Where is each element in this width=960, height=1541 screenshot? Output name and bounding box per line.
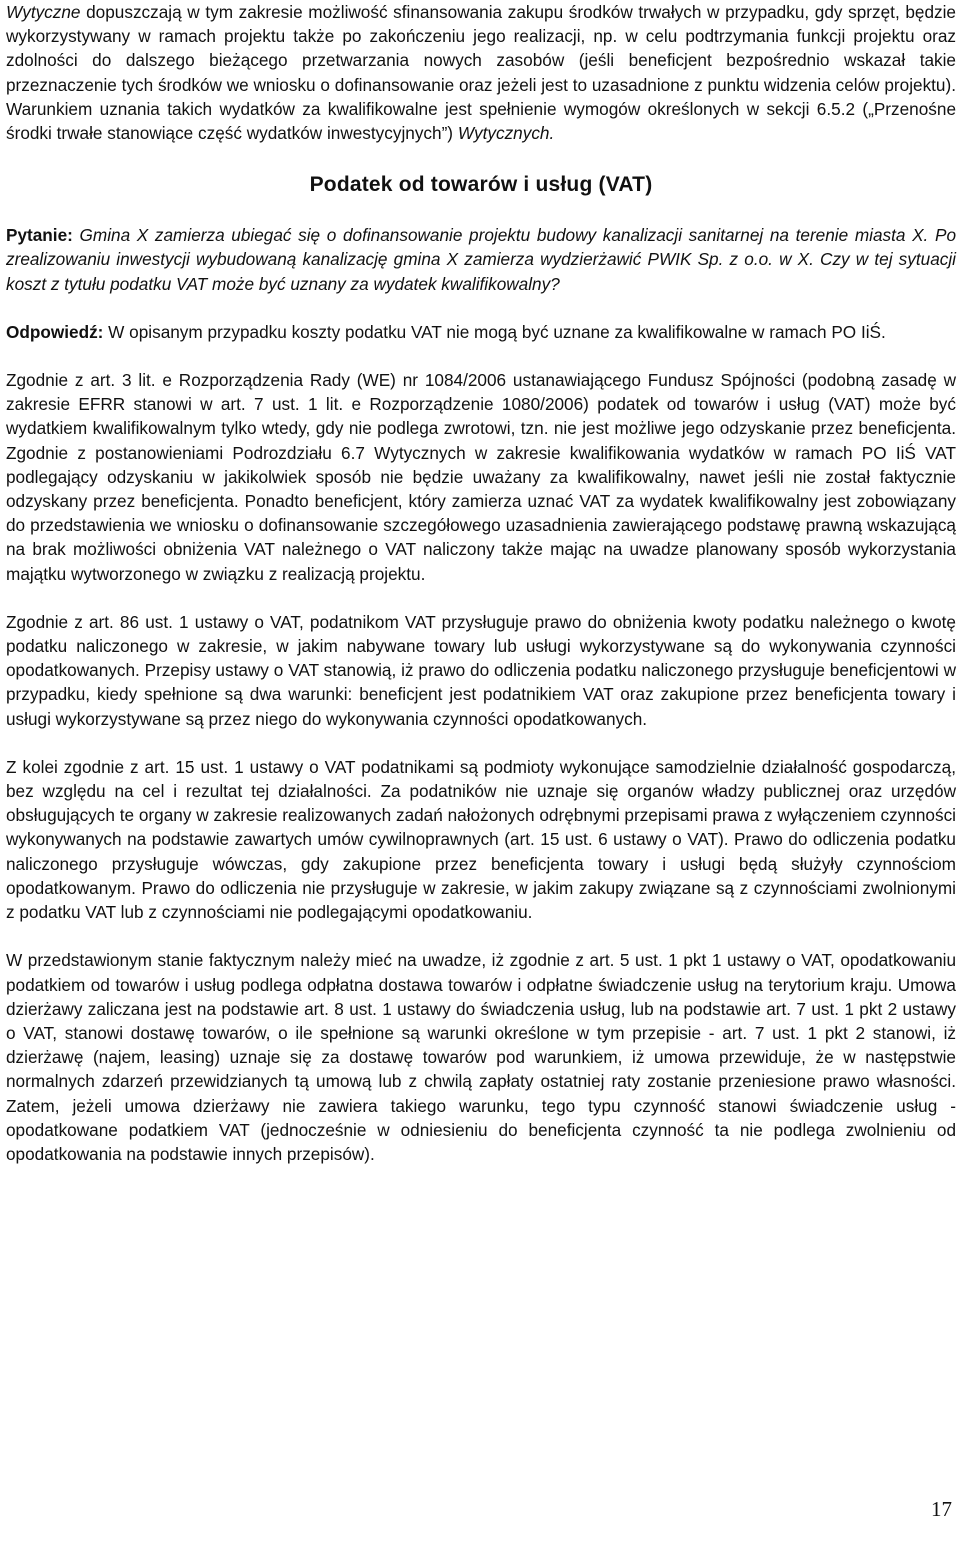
answer-paragraph bbox=[6, 320, 956, 344]
section-heading: Podatek od towarów i usług (VAT) bbox=[309, 173, 653, 197]
question-label: Pytanie: bbox=[6, 225, 73, 246]
question-text: Gmina X zamierza ubiegać się o dofinansowanie projektu budowy kanalizacji sanitarnej na terenie miasta X. Po zrealizowaniu inwestycji wybudowaną kanalizację gmina X zamierza wydzierżawić PWIK Sp. z o.o. w X. Czy w tej sytuacji koszt z tytułu podatku VAT może być uznany za wydatek kwalifikowalny? bbox=[6, 225, 956, 294]
body-paragraph-3: Z kolei zgodnie z art. 15 ust. 1 ustawy o VAT podatnikami są podmioty wykonujące samodzielnie działalność gospodarczą, bez względu na cel i rezultat tej działalności. Za podatników nie uznaje się organów władzy publicznej oraz urzędów obsługujących te organy w zakresie realizowanych zadań nałożonych odrębnymi przepisami prawa z wyłączeniem czynności wykonywanych na podstawie zawartych umów cywilnoprawnych (art. 15 ust. 6 ustawy o VAT). Prawo do odliczenia podatku naliczonego przysługuje wówczas, gdy zakupione przez beneficjenta towary i usługi będą służyły czynnościom opodatkowanym. Prawo do odliczenia nie przysługuje w zakresie, w jakim zakupy związane są z czynnościami zwolnionymi z podatku VAT lub z czynnościami nie podlegającymi opodatkowaniu. bbox=[6, 756, 956, 923]
body-paragraph-1: Zgodnie z art. 3 lit. e Rozporządzenia Rady (WE) nr 1084/2006 ustanawiającego Fundusz Spójności (podobną zasadę w zakresie EFRR stanowi w art. 7 ust. 1 lit. e Rozporządzenie 1080/2006) podatek od towarów i usług (VAT) może być wydatkiem kwalifikowalnym tylko wtedy, gdy nie podlega zwrotowi, tzn. nie jest możliwe jego odzyskanie przez beneficjenta. Zgodnie z postanowieniami Podrozdziału 6.7 Wytycznych w zakresie kwalifikowania wydatków w ramach PO IiŚ VAT podlegający odzyskaniu w jakikolwiek sposób nie będzie uważany za kwalifikowalny, nawet jeśli nie został faktycznie odzyskany przez beneficjenta. Ponadto beneficjent, który zamierza uznać VAT za wydatek kwalifikowalny jest zobowiązany do przedstawienia we wniosku o dofinansowanie szczegółowego uzasadnienia zawierającego podstawę prawną wskazującą na brak możliwości obniżenia VAT należnego o VAT naliczony także mając na uwadze planowany sposób wykorzystania majątku wytworzonego w związku z realizacją projektu. bbox=[6, 370, 956, 584]
question-paragraph bbox=[6, 223, 956, 296]
page-number: 17 bbox=[931, 1497, 952, 1521]
answer-text: W opisanym przypadku koszty podatku VAT nie mogą być uznane za kwalifikowalne w ramach PO IiŚ. bbox=[103, 321, 886, 342]
answer-label: Odpowiedź: bbox=[6, 321, 104, 342]
intro-italic-end: Wytycznych. bbox=[457, 123, 555, 144]
intro-italic-start: Wytyczne bbox=[6, 2, 81, 22]
intro-paragraph bbox=[6, 0, 956, 145]
body-paragraph-4: W przedstawionym stanie faktycznym należy mieć na uwadze, iż zgodnie z art. 5 ust. 1 pkt 1 ustawy o VAT, opodatkowaniu podatkiem od towarów i usług podlega odpłatna dostawa towarów i odpłatne świadczenie usług na terytorium kraju. Umowa dzierżawy zaliczana jest na podstawie art. 8 ust. 1 ustawy do świadczenia usług, lub na podstawie art. 7 ust. 1 pkt 2 ustawy o VAT, stanowi dostawę towarów, o ile spełnione są warunki określone w tym przepisie - art. 7 ust. 1 pkt 2 stanowi, iż dzierżawę (najem, leasing) uznaje się za dostawę towarów pod warunkiem, iż umowa przewiduje, że w następstwie normalnych zdarzeń przewidzianych tą umową lub z chwilą zapłaty ostatniej raty zostanie przeniesione prawo własności. Zatem, jeżeli umowa dzierżawy nie zawiera takiego warunku, tego typu czynność stanowi świadczenie usług - opodatkowane podatkiem VAT (jednocześnie w odniesieniu do beneficjenta czynność ta nie podlega zwolnieniu od opodatkowania na podstawie innych przepisów). bbox=[6, 950, 956, 1164]
document-page bbox=[6, 0, 956, 1190]
intro-text: dopuszczają w tym zakresie możliwość sfinansowania zakupu środków trwałych w przypadku, gdy sprzęt, będzie wykorzystywany w ramach projektu także po zakończeniu jego realizacji, np. w celu podtrzymania funkcji projektu oraz zdolności do dalszego bieżącego przetwarzania nowych zasobów (jeśli beneficjent bezpośrednio wskazał takie przeznaczenie tych środków we wniosku o dofinansowanie oraz jeżeli jest to uzasadnione z punktu widzenia celów projektu). Warunkiem uznania takich wydatków za kwalifikowalne jest spełnienie wymogów określonych w sekcji 6.5.2 („Przenośne środki trwałe stanowiące część wydatków inwestycyjnych”) bbox=[6, 2, 956, 144]
body-paragraph-2: Zgodnie z art. 86 ust. 1 ustawy o VAT, podatnikom VAT przysługuje prawo do obniżenia kwoty podatku należnego o kwotę podatku naliczonego w zakresie, w jakim nabywane towary lub usługi wykorzystywane są do wykonywania czynności opodatkowanych. Przepisy ustawy o VAT stanowią, iż prawo do odliczenia podatku naliczonego przysługuje beneficjentowi w przypadku, kiedy spełnione są dwa warunki: beneficjent jest podatnikiem VAT oraz zakupione przez beneficjenta towary i usługi wykorzystywane są przez niego do wykonywania czynności opodatkowanych. bbox=[6, 611, 956, 729]
